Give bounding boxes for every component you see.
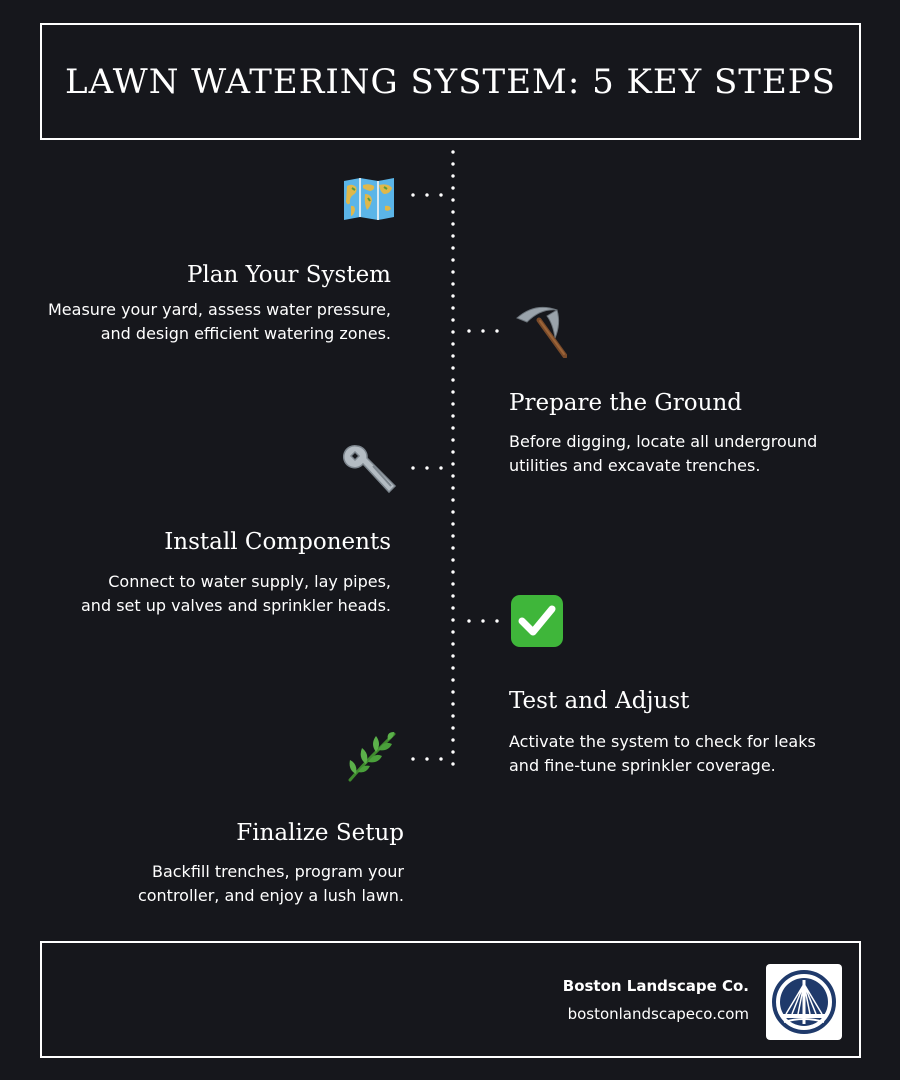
step-title-finalize: Finalize Setup — [236, 820, 404, 846]
step-desc-line: Measure your yard, assess water pressure, — [48, 300, 391, 319]
company-url[interactable]: bostonlandscapeco.com — [567, 1005, 749, 1023]
step-title-install: Install Components — [164, 529, 391, 555]
step-title-plan: Plan Your System — [186, 262, 391, 288]
step-desc-line: controller, and enjoy a lush lawn. — [137, 886, 404, 905]
step-desc-line: and fine-tune sprinkler coverage. — [509, 756, 776, 775]
page-title: LAWN WATERING SYSTEM: 5 KEY STEPS — [65, 61, 836, 102]
timeline-line — [451, 146, 455, 774]
step-desc-line: Backfill trenches, program your — [151, 862, 404, 881]
wrench-icon — [342, 441, 398, 497]
bridge-logo-icon — [772, 970, 836, 1034]
step-desc-line: Activate the system to check for leaks — [509, 732, 816, 751]
connector-step-3 — [406, 466, 452, 470]
step-desc-prepare — [509, 430, 817, 478]
step-desc-line: Before digging, locate all underground — [509, 432, 818, 451]
title-box — [40, 23, 861, 140]
step-desc-line: utilities and excavate trenches. — [509, 456, 761, 475]
map-icon — [341, 171, 397, 227]
herb-icon — [343, 729, 399, 785]
connector-step-4 — [462, 619, 508, 623]
step-title-prepare: Prepare the Ground — [509, 390, 742, 416]
footer-box — [40, 941, 861, 1058]
company-name: Boston Landscape Co. — [562, 977, 749, 995]
step-desc-plan — [48, 298, 391, 346]
connector-step-5 — [406, 757, 452, 761]
step-desc-install — [81, 570, 391, 618]
connector-step-1 — [406, 193, 452, 197]
step-title-test: Test and Adjust — [509, 688, 690, 714]
company-logo — [766, 964, 842, 1040]
connector-step-2 — [462, 329, 508, 333]
step-desc-line: Connect to water supply, lay pipes, — [108, 572, 391, 591]
step-desc-finalize — [138, 860, 404, 908]
step-desc-line: and set up valves and sprinkler heads. — [81, 596, 391, 615]
check-mark-icon — [509, 593, 565, 649]
step-desc-test — [509, 730, 816, 778]
step-desc-line: and design efficient watering zones. — [100, 324, 391, 343]
pickaxe-icon — [512, 303, 568, 359]
